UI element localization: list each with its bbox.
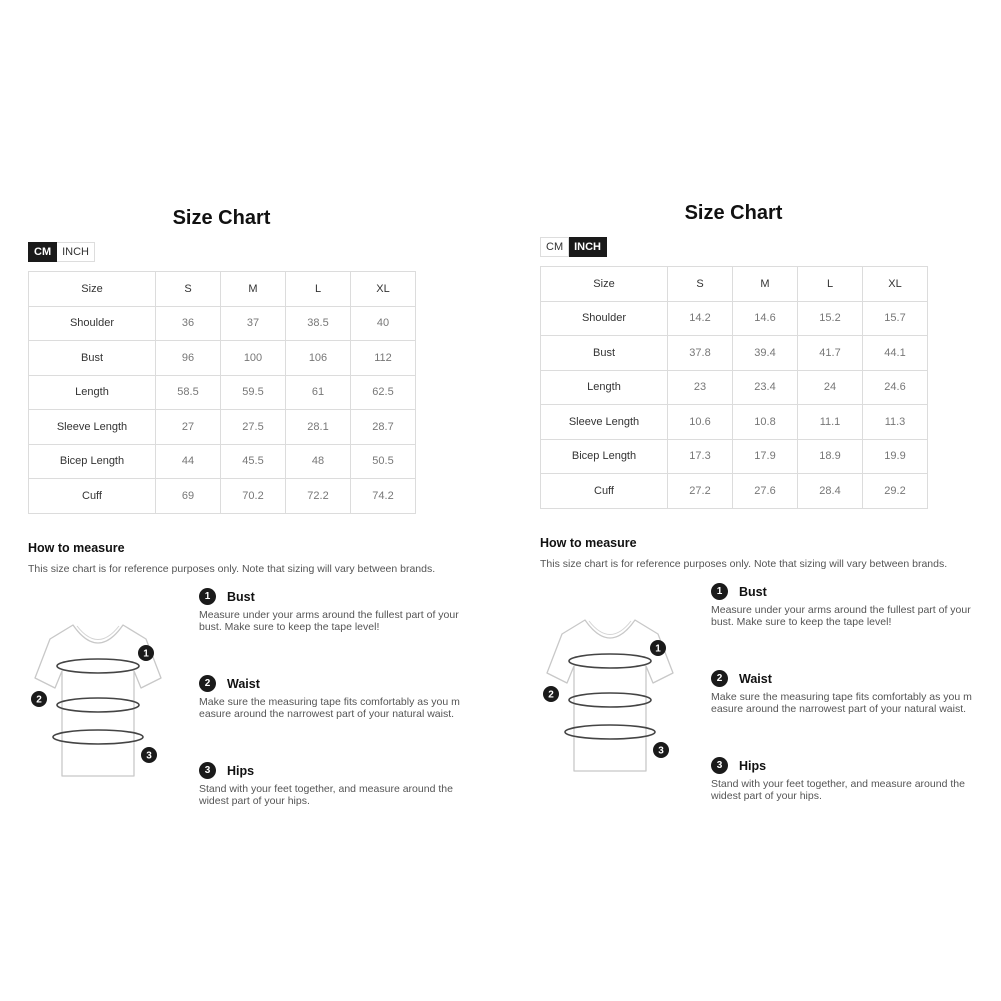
measure-guide bbox=[540, 580, 972, 820]
table-cell: 10.6 bbox=[668, 405, 733, 440]
unit-inch-button[interactable]: INCH bbox=[569, 237, 607, 257]
row-label: Cuff bbox=[29, 479, 156, 514]
row-label: Sleeve Length bbox=[29, 410, 156, 445]
svg-text:1: 1 bbox=[655, 643, 661, 654]
table-row bbox=[541, 474, 928, 509]
table-cell: 24.6 bbox=[863, 370, 928, 405]
table-cell: 27.2 bbox=[668, 474, 733, 509]
table-header-row bbox=[29, 272, 416, 307]
table-cell: 27.6 bbox=[733, 474, 798, 509]
table-cell: 69 bbox=[156, 479, 221, 514]
table-cell: 27.5 bbox=[221, 410, 286, 445]
step-number: 1 bbox=[711, 583, 728, 600]
table-row bbox=[541, 336, 928, 371]
table-cell: 61 bbox=[286, 375, 351, 410]
marker-1-icon bbox=[650, 640, 666, 656]
table-row bbox=[29, 341, 416, 376]
table-cell: 15.2 bbox=[798, 301, 863, 336]
table-cell: 112 bbox=[351, 341, 416, 376]
table-cell: 17.9 bbox=[733, 439, 798, 474]
step-number: 2 bbox=[199, 675, 216, 692]
row-label: Bicep Length bbox=[541, 439, 668, 474]
table-cell: 10.8 bbox=[733, 405, 798, 440]
step-waist bbox=[711, 670, 979, 757]
step-bust bbox=[711, 583, 979, 670]
table-cell: 50.5 bbox=[351, 444, 416, 479]
size-chart-title: Size Chart bbox=[684, 202, 783, 224]
table-cell: 96 bbox=[156, 341, 221, 376]
table-cell: 37 bbox=[221, 306, 286, 341]
table-cell: 24 bbox=[798, 370, 863, 405]
step-number: 2 bbox=[711, 670, 728, 687]
table-row bbox=[541, 439, 928, 474]
step-title: Bust bbox=[227, 589, 255, 604]
table-cell: 36 bbox=[156, 306, 221, 341]
how-to-measure-heading: How to measure bbox=[28, 540, 125, 555]
table-cell: 19.9 bbox=[863, 439, 928, 474]
table-header-cell: S bbox=[156, 272, 221, 307]
step-hips bbox=[711, 757, 979, 844]
step-description: Stand with your feet together, and measure around the widest part of your hips. bbox=[199, 782, 453, 807]
measure-steps bbox=[199, 588, 467, 849]
size-table bbox=[540, 266, 928, 509]
table-cell: 45.5 bbox=[221, 444, 286, 479]
unit-toggle bbox=[540, 237, 960, 257]
table-cell: 28.4 bbox=[798, 474, 863, 509]
table-row bbox=[29, 410, 416, 445]
step-title: Waist bbox=[227, 676, 260, 691]
svg-text:1: 1 bbox=[143, 648, 149, 659]
table-cell: 62.5 bbox=[351, 375, 416, 410]
table-header-cell: L bbox=[286, 272, 351, 307]
measure-steps bbox=[711, 583, 979, 844]
table-cell: 14.2 bbox=[668, 301, 733, 336]
table-cell: 74.2 bbox=[351, 479, 416, 514]
table-cell: 23.4 bbox=[733, 370, 798, 405]
svg-text:2: 2 bbox=[36, 694, 42, 705]
svg-text:3: 3 bbox=[658, 745, 664, 756]
table-row bbox=[541, 370, 928, 405]
table-cell: 44 bbox=[156, 444, 221, 479]
tshirt-diagram-icon bbox=[28, 613, 168, 783]
table-cell: 27 bbox=[156, 410, 221, 445]
step-description: Measure under your arms around the fullest part of your bust. Make sure to keep the tape level! bbox=[711, 603, 971, 628]
marker-1-icon bbox=[138, 645, 154, 661]
table-cell: 58.5 bbox=[156, 375, 221, 410]
size-chart-title: Size Chart bbox=[172, 207, 271, 229]
table-cell: 38.5 bbox=[286, 306, 351, 341]
marker-3-icon bbox=[653, 742, 669, 758]
table-cell: 100 bbox=[221, 341, 286, 376]
table-header-row bbox=[541, 267, 928, 302]
tshirt-diagram-icon bbox=[540, 608, 680, 778]
table-cell: 17.3 bbox=[668, 439, 733, 474]
table-cell: 23 bbox=[668, 370, 733, 405]
svg-text:3: 3 bbox=[146, 750, 152, 761]
table-row bbox=[541, 405, 928, 440]
table-cell: 18.9 bbox=[798, 439, 863, 474]
table-row bbox=[541, 301, 928, 336]
marker-3-icon bbox=[141, 747, 157, 763]
table-row bbox=[29, 375, 416, 410]
row-label: Shoulder bbox=[29, 306, 156, 341]
step-hips bbox=[199, 762, 467, 849]
step-bust bbox=[199, 588, 467, 675]
marker-2-icon bbox=[31, 691, 47, 707]
table-cell: 59.5 bbox=[221, 375, 286, 410]
step-description: Make sure the measuring tape fits comfortably as you m easure around the narrowest part of your natural waist. bbox=[199, 695, 460, 720]
step-title: Waist bbox=[739, 671, 772, 686]
size-chart-panel-cm bbox=[28, 205, 460, 825]
table-cell: 106 bbox=[286, 341, 351, 376]
row-label: Sleeve Length bbox=[541, 405, 668, 440]
row-label: Bust bbox=[29, 341, 156, 376]
table-cell: 29.2 bbox=[863, 474, 928, 509]
table-cell: 14.6 bbox=[733, 301, 798, 336]
how-to-measure-heading: How to measure bbox=[540, 535, 637, 550]
row-label: Bicep Length bbox=[29, 444, 156, 479]
table-cell: 15.7 bbox=[863, 301, 928, 336]
table-header-cell: S bbox=[668, 267, 733, 302]
how-to-measure-note: This size chart is for reference purposes only. Note that sizing will vary between brands. bbox=[28, 562, 436, 575]
table-cell: 11.3 bbox=[863, 405, 928, 440]
size-table bbox=[28, 271, 416, 514]
row-label: Shoulder bbox=[541, 301, 668, 336]
row-label: Length bbox=[29, 375, 156, 410]
table-row bbox=[29, 444, 416, 479]
step-description: Measure under your arms around the fullest part of your bust. Make sure to keep the tape level! bbox=[199, 608, 459, 633]
svg-text:2: 2 bbox=[548, 689, 554, 700]
marker-2-icon bbox=[543, 686, 559, 702]
table-cell: 37.8 bbox=[668, 336, 733, 371]
table-cell: 70.2 bbox=[221, 479, 286, 514]
step-number: 3 bbox=[199, 762, 216, 779]
table-cell: 72.2 bbox=[286, 479, 351, 514]
table-cell: 39.4 bbox=[733, 336, 798, 371]
row-label: Bust bbox=[541, 336, 668, 371]
table-cell: 11.1 bbox=[798, 405, 863, 440]
step-title: Hips bbox=[227, 763, 255, 778]
row-label: Cuff bbox=[541, 474, 668, 509]
table-header-cell: Size bbox=[541, 267, 668, 302]
step-number: 1 bbox=[199, 588, 216, 605]
step-description: Stand with your feet together, and measure around the widest part of your hips. bbox=[711, 777, 965, 802]
row-label: Length bbox=[541, 370, 668, 405]
unit-cm-button[interactable]: CM bbox=[28, 242, 57, 262]
table-cell: 48 bbox=[286, 444, 351, 479]
table-header-cell: M bbox=[733, 267, 798, 302]
table-cell: 28.1 bbox=[286, 410, 351, 445]
unit-cm-button[interactable]: CM bbox=[540, 237, 569, 257]
step-title: Bust bbox=[739, 584, 767, 599]
step-title: Hips bbox=[739, 758, 767, 773]
measure-guide bbox=[28, 585, 460, 825]
table-header-cell: M bbox=[221, 272, 286, 307]
table-header-cell: XL bbox=[863, 267, 928, 302]
table-row bbox=[29, 479, 416, 514]
step-waist bbox=[199, 675, 467, 762]
table-header-cell: Size bbox=[29, 272, 156, 307]
step-description: Make sure the measuring tape fits comfortably as you m easure around the narrowest part of your natural waist. bbox=[711, 690, 972, 715]
table-cell: 41.7 bbox=[798, 336, 863, 371]
unit-inch-button[interactable]: INCH bbox=[57, 242, 95, 262]
table-cell: 28.7 bbox=[351, 410, 416, 445]
size-chart-panel-inch bbox=[540, 200, 972, 820]
table-cell: 40 bbox=[351, 306, 416, 341]
table-cell: 44.1 bbox=[863, 336, 928, 371]
table-header-cell: L bbox=[798, 267, 863, 302]
step-number: 3 bbox=[711, 757, 728, 774]
table-row bbox=[29, 306, 416, 341]
how-to-measure-note: This size chart is for reference purposes only. Note that sizing will vary between brands. bbox=[540, 557, 948, 570]
unit-toggle bbox=[28, 242, 448, 262]
table-header-cell: XL bbox=[351, 272, 416, 307]
